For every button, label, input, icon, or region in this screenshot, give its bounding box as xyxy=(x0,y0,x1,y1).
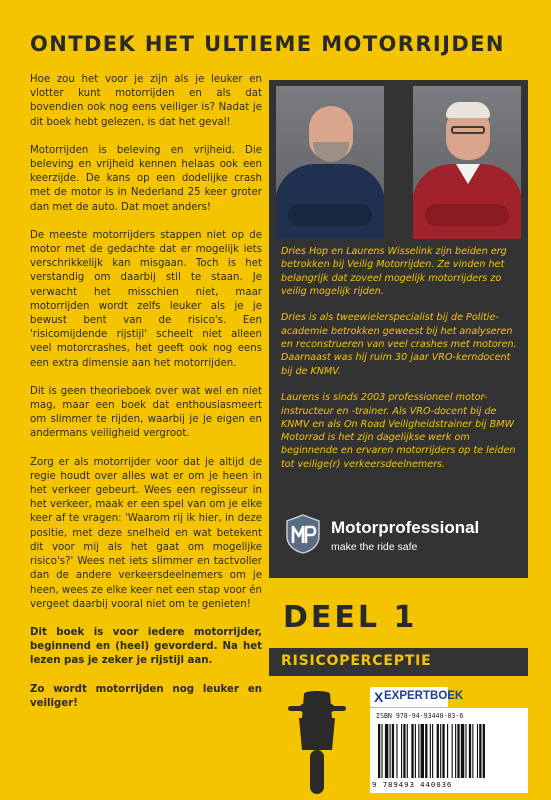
author-photo-dries xyxy=(276,86,384,239)
motorprofessional-shield-icon xyxy=(285,514,321,554)
volume-label: DEEL 1 xyxy=(283,600,418,635)
logo-name: Motorprofessional xyxy=(331,518,480,537)
body-paragraph-bold: Zo wordt motorrijden nog leuker en veiliger! xyxy=(30,683,262,709)
barcode-number: 9 789493 440036 xyxy=(372,780,453,789)
author-panel xyxy=(269,80,528,578)
publisher-name: EXPERTBOEK xyxy=(384,690,464,702)
barcode-bars xyxy=(378,724,520,778)
motorprofessional-logo xyxy=(285,512,515,560)
isbn-label: ISBN 978-94-93440-03-6 xyxy=(376,712,464,720)
body-paragraph: Dit is geen theorieboek over wat wel en niet mag, maar een boek dat enthousiasmeert om slimmer te rijden, waarbij je je eigen en andermans veiligheid vergroot. xyxy=(30,385,262,440)
body-paragraph-bold: Dit boek is voor iedere motorrijder, beginnend en (heel) gevorderd. Na het lezen pas je zeker je rijstijl aan. xyxy=(30,626,262,667)
body-paragraph: Zorg er als motorrijder voor dat je altijd de regie houdt over alles wat er om je heen in het verkeer gebeurt. Wees een regisseur in het verkeer, maak er een spel van om je elke keer af te vragen: 'Waarom rij ik hier, in deze positie, met deze snelheid en wat betekent dit voor mij als het gaat om mogelijke risico's?' Wees net iets slimmer en tactvoller dan de andere verkeersdeelnemers om je heen, wees ze elke keer net een stap voor én vergeet daarbij vooral niet om te genieten! xyxy=(30,456,262,610)
logo-tagline: make the ride safe xyxy=(331,541,418,553)
headline: ONTDEK HET ULTIEME MOTORRIJDEN xyxy=(30,32,505,56)
publisher-mark: X xyxy=(374,689,384,705)
body-paragraph: Hoe zou het voor je zijn als je leuker en vlotter kunt motorrijden en als dat bovendien ook nog eens veiliger is? Nadat je dit boek hebt gelezen, is dat het geval! xyxy=(30,74,262,128)
subtitle-bar xyxy=(269,648,528,676)
barcode xyxy=(370,708,528,793)
motorcycle-icon xyxy=(286,688,348,796)
publisher-logo xyxy=(370,687,464,707)
author-bio xyxy=(281,245,517,484)
subtitle: RISICOPERCEPTIE xyxy=(281,653,432,669)
author-bio-paragraph: Dries is als tweewielerspecialist bij de Politie-academie betrokken geweest bij het analyseren en reconstrueren van veel crashes met motoren. Daarnaast was hij ruim 30 jaar VRO-kerndocent bij de KNMV. xyxy=(281,312,517,377)
author-bio-paragraph: Laurens is sinds 2003 professioneel motor-instructeur en -trainer. Als VRO-docent bij de KNMV en als On Road Veiligheidstrainer bij BMW Motorrad is het zijn dagelijkse werk om beginnende en ervaren motorrijders op te leiden tot veilige(r) verkeersdeelnemers. xyxy=(281,392,516,470)
body-paragraph: De meeste motorrijders stappen niet op de motor met de gedachte dat er mogelijk iets verschrikkelijk kan misgaan. Toch is het verstandig om daarbij stil te staan. Je verwacht het misschien niet, maar motorrijden wordt zelfs leuker als je je bewust bent van de risico's. Een 'risicomijdende rijstijl' scheelt niet alleen veel motorcrashes, het geeft ook nog eens een extra dimensie aan het motorrijden. xyxy=(30,229,262,369)
body-paragraph: Motorrijden is beleving en vrijheid. Die beleving en vrijheid kennen helaas ook een keerzijde. De kans op een dodelijke crash met de motor is in Nederland 25 keer groter dan met de auto. Dat moet anders! xyxy=(30,144,262,213)
back-cover-body xyxy=(30,73,262,725)
author-bio-paragraph: Dries Hop en Laurens Wisselink zijn beiden erg betrokken bij Veilig Motorrijden. Ze vinden het belangrijk dat zoveel mogelijk motorrijders zo veilig mogelijk rijden. xyxy=(281,246,507,297)
author-photo-laurens xyxy=(413,86,521,239)
